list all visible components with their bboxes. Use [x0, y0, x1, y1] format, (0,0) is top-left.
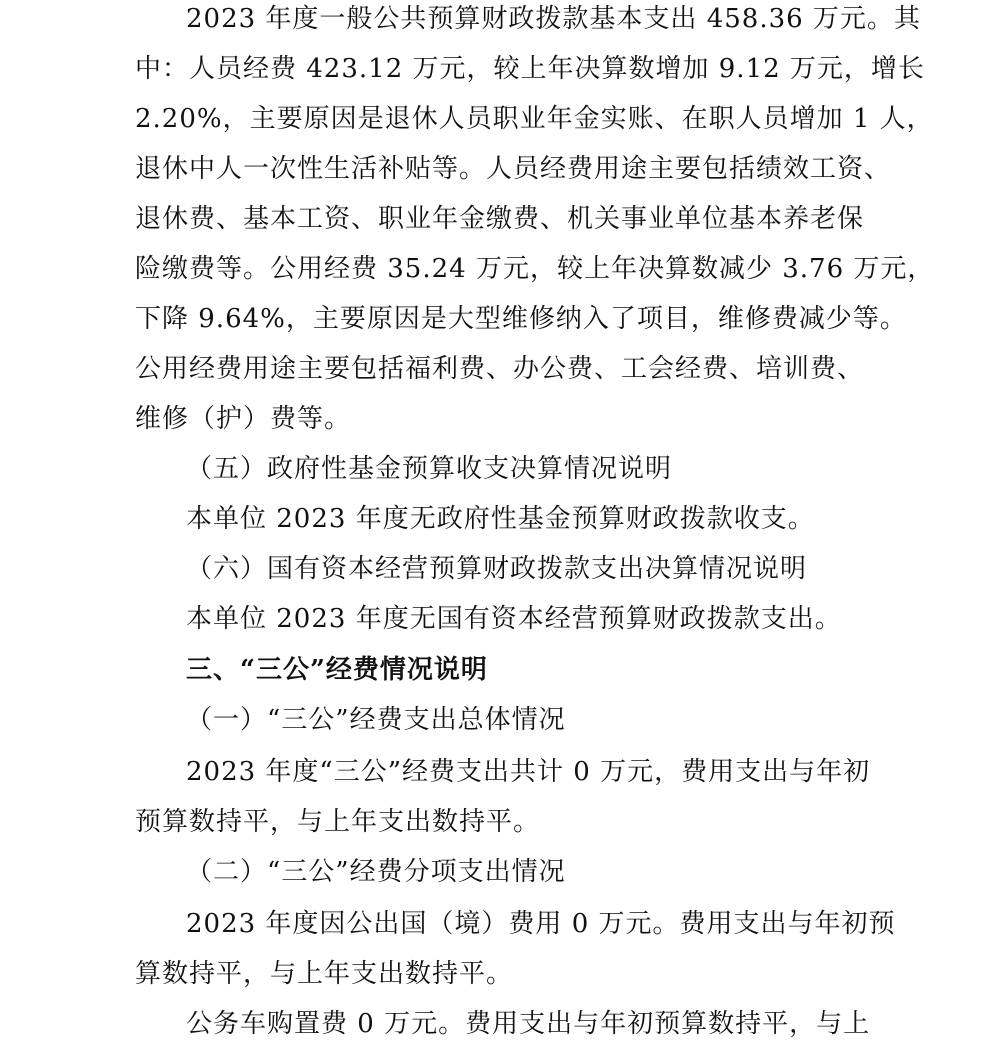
paragraph-line: 维修（护）费等。	[135, 404, 352, 434]
paragraph-section-5: 本单位 2023 年度无政府性基金预算财政拨款收支。	[186, 504, 815, 534]
section-3-title: 三、“三公”经费情况说明	[186, 655, 488, 685]
paragraph-line: 退休费、基本工资、职业年金缴费、机关事业单位基本养老保	[135, 204, 865, 234]
paragraph-line: 2023 年度因公出国（境）费用 0 万元。费用支出与年初预	[186, 909, 896, 939]
paragraph-line: 2023 年度一般公共预算财政拨款基本支出 458.36 万元。其	[186, 4, 921, 34]
subsection-1-title: （一）“三公”经费支出总体情况	[186, 705, 566, 735]
paragraph-line: 退休中人一次性生活补贴等。人员经费用途主要包括绩效工资、	[135, 154, 892, 184]
paragraph-section-6: 本单位 2023 年度无国有资本经营预算财政拨款支出。	[186, 604, 842, 634]
paragraph-line: 算数持平，与上年支出数持平。	[135, 959, 514, 989]
paragraph-line: 公用经费用途主要包括福利费、办公费、工会经费、培训费、	[135, 354, 865, 384]
paragraph-line: 公务车购置费 0 万元。费用支出与年初预算数持平，与上	[186, 1009, 871, 1039]
subsection-2-title: （二）“三公”经费分项支出情况	[186, 857, 566, 887]
paragraph-line: 中：人员经费 423.12 万元，较上年决算数增加 9.12 万元，增长	[135, 54, 925, 84]
heading-section-5: （五）政府性基金预算收支决算情况说明	[186, 454, 673, 484]
heading-section-6: （六）国有资本经营预算财政拨款支出决算情况说明	[186, 554, 808, 584]
paragraph-line: 下降 9.64%，主要原因是大型维修纳入了项目，维修费减少等。	[135, 304, 907, 334]
paragraph-line: 险缴费等。公用经费 35.24 万元，较上年决算数减少 3.76 万元，	[135, 254, 935, 284]
paragraph-line: 2.20%，主要原因是退休人员职业年金实账、在职人员增加 1 人，	[135, 104, 934, 134]
paragraph-line: 2023 年度“三公”经费支出共计 0 万元，费用支出与年初	[186, 757, 871, 787]
paragraph-line: 预算数持平，与上年支出数持平。	[135, 807, 541, 837]
